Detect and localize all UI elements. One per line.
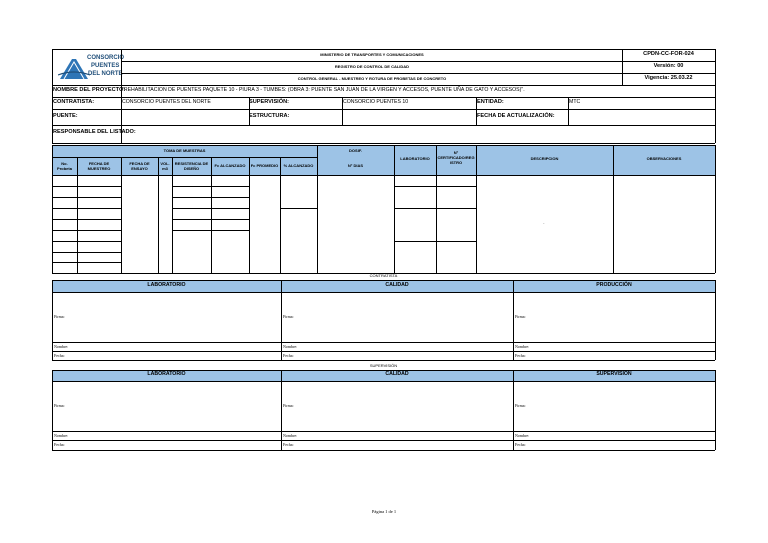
quality-name-2[interactable]: Nombre: [283, 433, 298, 438]
grid-line-v [476, 97, 477, 125]
grid-line-v [211, 157, 212, 273]
grid-line-h [52, 273, 715, 274]
grid-line-h [52, 262, 121, 263]
grid-line-h [52, 381, 715, 382]
grid-line-v [52, 145, 53, 273]
grid-line-h [52, 186, 121, 187]
lab-date-1[interactable]: Fecha: [54, 353, 65, 358]
grid-line-h [52, 360, 715, 361]
project-value: "REHABILITACION DE PUENTES PAQUETE 10 - PIURA 3 - TUMBES: (OBRA 3: PUENTE SAN JUAN DE LA VIRGEN Y ACCESOS, PUENTE UÑA DE GATO Y ACCESOS)". [122, 87, 525, 93]
grid-line-h [172, 186, 249, 187]
production-signature[interactable]: Firma: [515, 314, 526, 319]
grid-line-h [52, 342, 715, 343]
structure-label: ESTRUCTURA: [249, 113, 290, 119]
grid-line-v [281, 280, 282, 360]
lab-header-2: LABORATORIO [147, 371, 186, 377]
grid-line-v [476, 145, 477, 273]
responsible-field[interactable] [121, 126, 715, 143]
grid-line-h [52, 219, 121, 220]
grid-line-h [52, 125, 715, 126]
grid-line-h [121, 61, 715, 62]
grid-line-v [121, 49, 122, 143]
grid-line-h [52, 351, 715, 352]
lab-header-1: LABORATORIO [147, 282, 186, 288]
grid-line-v [281, 370, 282, 450]
lab-date-2[interactable]: Fecha: [54, 442, 65, 447]
grid-line-v [52, 49, 53, 143]
form-version: Versión: 00 [653, 63, 684, 69]
grid-line-v [394, 145, 395, 273]
logo-text-1: CONSORCIO [87, 55, 125, 61]
supervision-name[interactable]: Nombre: [515, 433, 530, 438]
contractor-label: CONTRATISTA: [53, 99, 95, 105]
production-date[interactable]: Fecha: [515, 353, 526, 358]
grid-line-h [394, 241, 476, 242]
project-label: NOMBRE DEL PROYECTO: [53, 87, 126, 93]
col-observations: OBSERVACIONES [646, 156, 682, 161]
grid-line-v [436, 145, 437, 273]
grid-line-h [52, 230, 121, 231]
form-code: CPDN-CC-FOR-024 [643, 51, 694, 57]
grid-line-h [394, 186, 476, 187]
update-date-field[interactable] [568, 109, 715, 125]
bridge-field[interactable] [121, 109, 249, 125]
col-fc-reached: Fc ALCANZADO [214, 163, 246, 168]
grid-line-v [77, 157, 78, 273]
logo-text-2: PUENTES [91, 63, 120, 69]
grid-line-v [613, 145, 614, 273]
grid-line-h [52, 85, 715, 86]
quality-signature-1[interactable]: Firma: [283, 314, 294, 319]
col-test-date-1: FECHA DE [129, 161, 150, 166]
grid-line-v [715, 49, 716, 143]
grid-line-h [52, 145, 715, 146]
update-date-label: FECHA DE ACTUALIZACIÓN: [477, 113, 555, 119]
col-description: DESCRIPCION [530, 156, 559, 161]
ministry-title: MINISTERIO DE TRANSPORTES Y COMUNICACIONES [320, 52, 424, 57]
col-test-date-2: ENSAYO [131, 166, 148, 171]
col-no-2: Probeta [57, 166, 72, 171]
grid-line-h [52, 109, 715, 110]
grid-line-h [52, 370, 715, 371]
grid-line-v [715, 145, 716, 273]
grid-line-v [52, 280, 53, 360]
grid-line-v [52, 370, 53, 450]
grid-line-h [121, 73, 715, 74]
grid-line-h [52, 208, 121, 209]
col-no-1: No. [61, 161, 68, 166]
supervision-signature[interactable]: Firma: [515, 403, 526, 408]
grid-line-h [172, 230, 249, 231]
grid-line-h [52, 440, 715, 441]
dosage-header: DOSIF. [349, 148, 362, 153]
logo-text-3: DEL NORTE [88, 71, 123, 77]
supervision-date[interactable]: Fecha: [515, 442, 526, 447]
grid-line-h [52, 280, 715, 281]
samples-group-header: TOMA DE MUESTRAS [163, 148, 206, 153]
grid-line-h [280, 208, 317, 209]
grid-line-h [52, 175, 715, 176]
entity-value: MTC [569, 99, 581, 105]
grid-line-h [52, 252, 121, 253]
contractor-value: CONSORCIO PUENTES DEL NORTE [122, 99, 211, 105]
structure-field[interactable] [342, 109, 476, 125]
grid-line-v [715, 370, 716, 450]
grid-line-h [172, 197, 249, 198]
grid-line-h [52, 197, 121, 198]
lab-signature-2[interactable]: Firma: [54, 403, 65, 408]
col-pct-reached: % ALCANZADO [283, 163, 314, 168]
registry-title: REGISTRO DE CONTROL DE CALIDAD [334, 64, 410, 69]
col-cert-2: CERTIFICADO/REG [437, 155, 475, 160]
grid-line-h [52, 97, 715, 98]
quality-signature-2[interactable]: Firma: [283, 403, 294, 408]
supervision-caption: SUPERVISIÓN [369, 363, 398, 368]
company-logo [58, 53, 125, 81]
form-validity: Vigencia: 25.03.22 [644, 75, 693, 81]
col-cert-3: ISTRO [449, 160, 463, 165]
grid-line-v [568, 97, 569, 125]
col-vol-1: VOL. [160, 161, 170, 166]
supervision-value: CONSORCIO PUENTES 10 [343, 99, 409, 105]
entity-label: ENTIDAD: [477, 99, 504, 105]
grid-line-h [394, 208, 476, 209]
grid-line-h [52, 143, 715, 144]
grid-line-v [121, 157, 122, 273]
col-resistance-1: RESISTENCIA DE [174, 161, 209, 166]
lab-signature-1[interactable]: Firma: [54, 314, 65, 319]
grid-line-h [52, 450, 715, 451]
col-sample-date-2: MUESTREO [87, 166, 111, 171]
production-header: PRODUCCIÓN [596, 282, 632, 288]
control-title: CONTROL GENERAL - MUESTREO Y ROTURA DE PROBETAS DE CONCRETO [297, 76, 447, 81]
grid-line-v [280, 157, 281, 273]
grid-line-v [622, 49, 623, 85]
grid-line-v [513, 370, 514, 450]
col-lab: LABORATORIO [400, 156, 430, 161]
grid-line-v [172, 157, 173, 273]
supervision-header: SUPERVISIÓN [596, 371, 632, 377]
page-number: Página 1 de 1 [371, 509, 397, 514]
lab-name-2[interactable]: Nombre: [54, 433, 69, 438]
col-sample-date-1: FECHA DE [88, 161, 110, 166]
grid-line-v [317, 145, 318, 273]
supervision-label: SUPERVISIÓN: [249, 99, 289, 105]
quality-date-1[interactable]: Fecha: [283, 353, 294, 358]
col-days: N° DIAS [347, 163, 364, 168]
responsible-label: RESPONSABLE DEL LISTADO: [53, 129, 136, 135]
contractor-caption: CONTRATISTA [369, 273, 398, 278]
grid-line-h [172, 208, 249, 209]
bridge-label: PUENTE: [53, 113, 78, 119]
col-resistance-2: DISEÑO [183, 166, 200, 171]
grid-line-v [249, 157, 250, 273]
grid-line-h [52, 157, 317, 158]
description-dash: - [543, 221, 545, 226]
quality-date-2[interactable]: Fecha: [283, 442, 294, 447]
grid-line-v [715, 280, 716, 360]
col-fc-average: Fc PROMEDIO [250, 163, 279, 168]
grid-line-h [52, 49, 715, 50]
grid-line-v [513, 280, 514, 360]
production-name[interactable]: Nombre: [515, 344, 530, 349]
grid-line-h [172, 219, 249, 220]
grid-line-v [158, 157, 159, 273]
col-vol-2: m3 [162, 166, 168, 171]
quality-header-2: CALIDAD [385, 371, 409, 377]
quality-header-1: CALIDAD [385, 282, 409, 288]
grid-line-v [342, 97, 343, 125]
quality-name-1[interactable]: Nombre: [283, 344, 298, 349]
grid-line-h [52, 431, 715, 432]
grid-line-h [52, 241, 121, 242]
col-cert-1: N° [453, 150, 459, 155]
grid-line-h [52, 292, 715, 293]
lab-name-1[interactable]: Nombre: [54, 344, 69, 349]
grid-line-v [249, 97, 250, 125]
